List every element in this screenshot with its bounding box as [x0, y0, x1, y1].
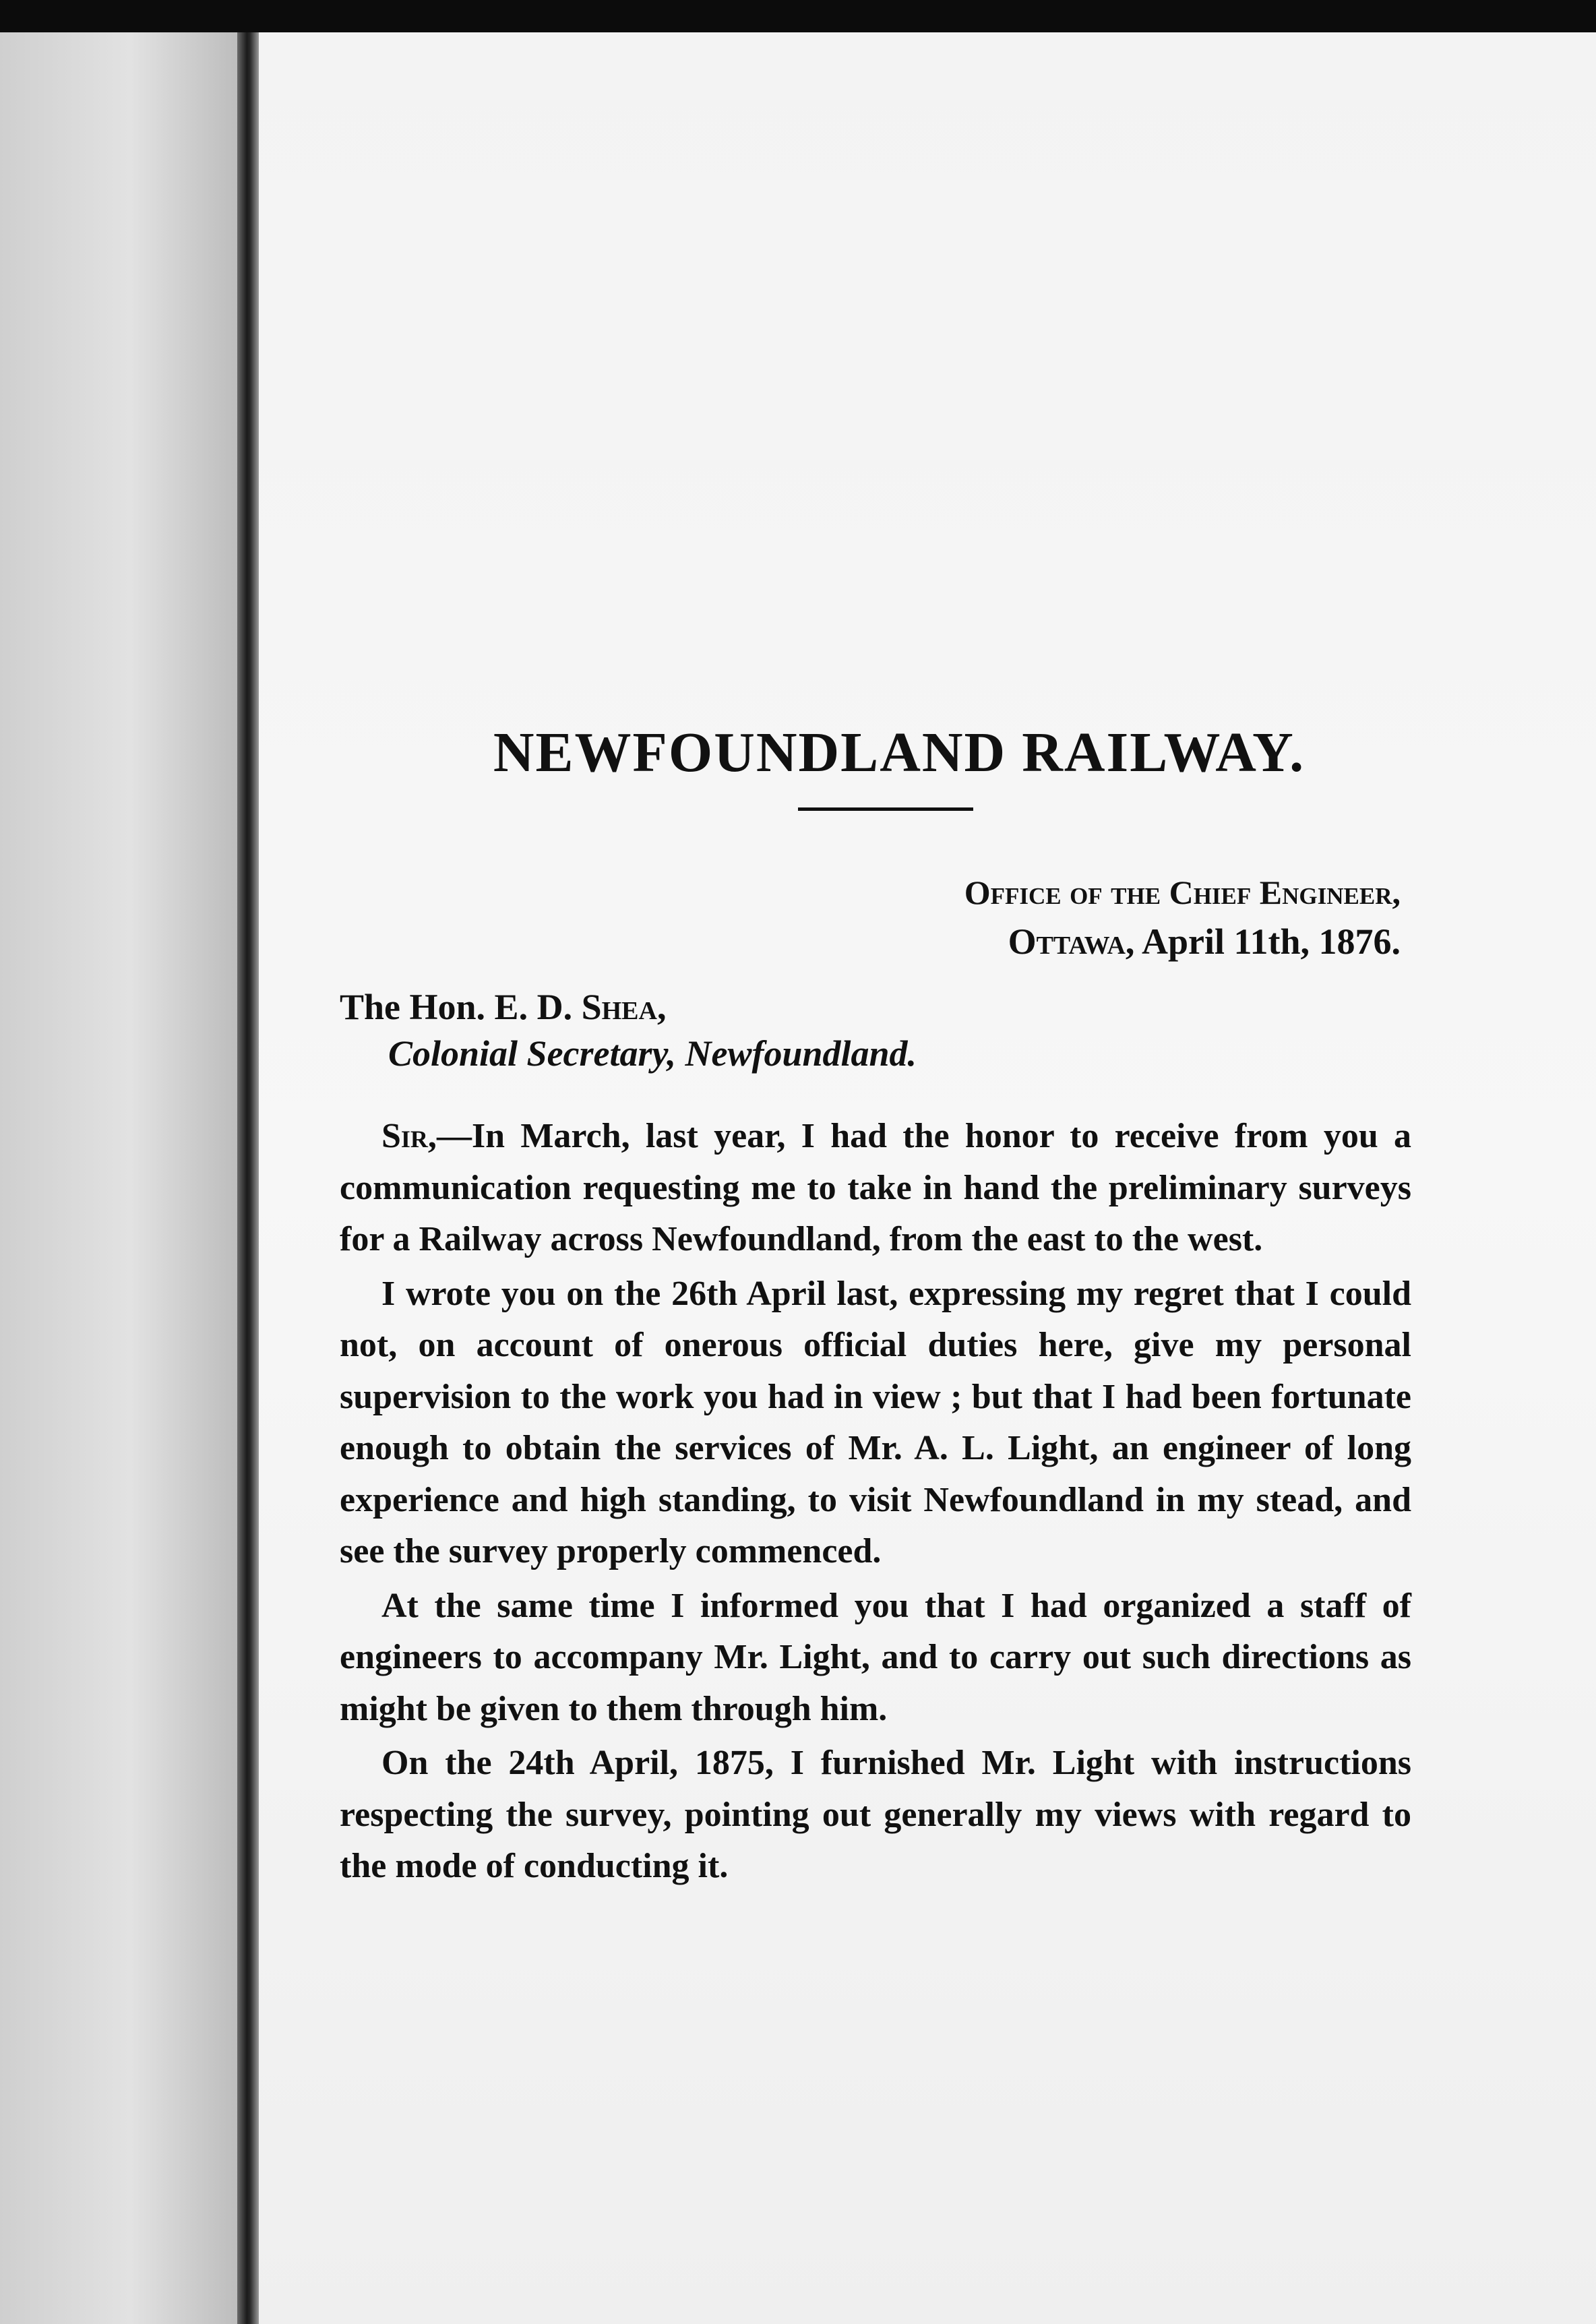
paragraph-3: At the same time I informed you that I had organized a staff of engineers to accompany Mr. Light, and to carry out such directions as might be given to them through him. — [340, 1586, 1411, 1728]
paragraph-1 — [340, 1111, 1411, 1266]
book-gutter — [237, 32, 259, 2324]
salutation: Sir, — [381, 1117, 437, 1155]
document-title: NEWFOUNDLAND RAILWAY. — [493, 721, 1306, 784]
facing-page — [0, 32, 237, 2324]
addressee-prefix: The Hon. E. D. — [340, 987, 573, 1027]
addressee-surname: Shea, — [581, 987, 667, 1027]
paragraph-1-text: —In March, last year, I had the honor to receive from you a communication requesting me to take in hand the preliminary surveys for a Railway across Newfoundland, from the east to the west. — [340, 1117, 1411, 1258]
office-line: Office of the Chief Engineer, — [964, 874, 1401, 911]
paragraph-2: I wrote you on the 26th April last, expressing my regret that I could not, on account of onerous official duties here, give my personal supervision to the work you had in view ; but that I had been fortunate enough to obtain the services of Mr. A. L. Light, an engineer of long experience and high standing, to visit Newfoundland in my stead, and see the survey properly commenced. — [340, 1274, 1411, 1570]
dateline — [1008, 921, 1401, 962]
scan-top-border — [0, 0, 1596, 32]
addressee-name — [340, 981, 666, 1033]
document-page — [259, 32, 1596, 2324]
dateline-city: Ottawa, — [1008, 921, 1135, 962]
addressee-title: Colonial Secretary, Newfoundland. — [388, 1033, 917, 1074]
paragraph-4: On the 24th April, 1875, I furnished Mr. Light with instructions respecting the survey, pointing out generally my views with regard to the mode of conducting it. — [340, 1744, 1411, 1885]
title-rule — [798, 807, 973, 811]
letter-body — [340, 1111, 1411, 1893]
dateline-date: April 11th, 1876. — [1141, 921, 1401, 962]
